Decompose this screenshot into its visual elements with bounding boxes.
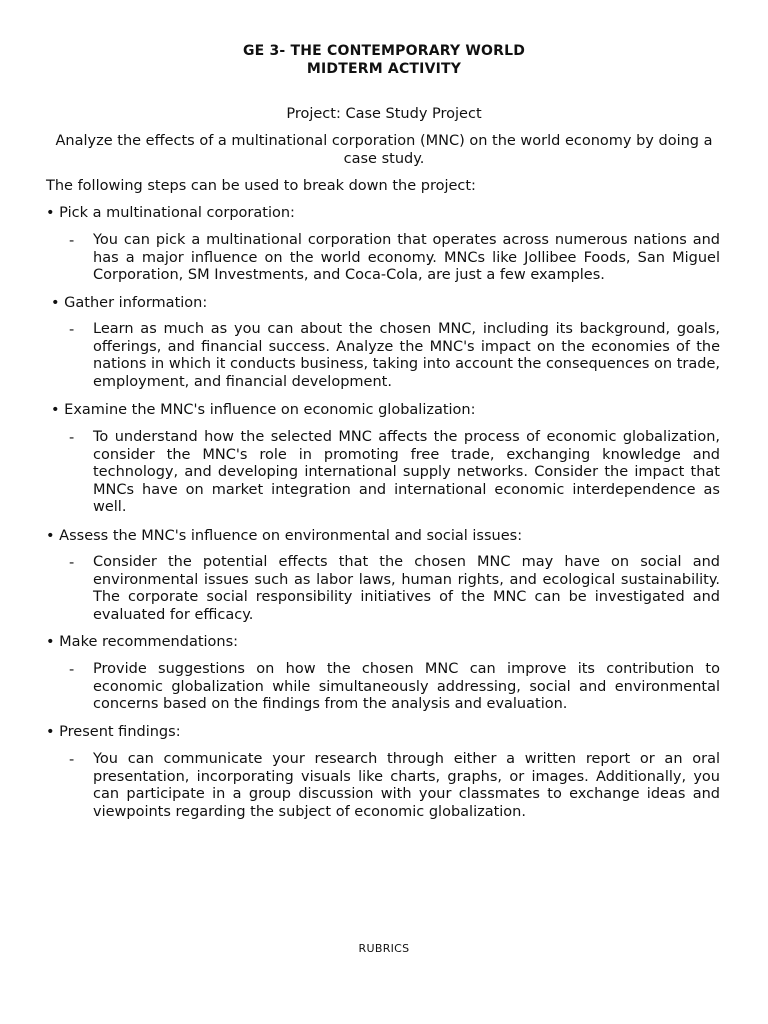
step-heading: Pick a multinational corporation: [59, 205, 295, 221]
document-title-line-1: GE 3- THE CONTEMPORARY WORLD [242, 43, 526, 59]
step-item [46, 527, 522, 545]
step-detail: Learn as much as you can about the chosen MNC, including its background, goals, offerings, and financial success. Analyze the MNC's impact on the economies of the nations in which it conducts business, taking into account the consequences on trade, employment, and financial development. [93, 321, 720, 390]
step-detail: Consider the potential effects that the chosen MNC may have on social and environmental issues such as labor laws, human rights, and ecological sustainability. The corporate social responsibility initiatives of the MNC can be investigated and evaluated for efficacy. [93, 554, 720, 623]
dash-marker: - [69, 322, 75, 338]
step-item [46, 723, 181, 741]
step-item [46, 633, 238, 651]
step-heading: Make recommendations: [59, 634, 239, 650]
bullet-marker: • [46, 205, 55, 221]
intro-paragraph: Analyze the effects of a multinational corporation (MNC) on the world economy by doing a case study. [55, 133, 713, 167]
step-item [51, 401, 476, 419]
bullet-marker: • [51, 402, 60, 418]
step-heading: Examine the MNC's influence on economic globalization: [64, 402, 476, 418]
step-detail: Provide suggestions on how the chosen MNC can improve its contribution to economic globalization while simultaneously addressing, social and environmental concerns based on the findings from the analysis and evaluation. [93, 661, 720, 712]
step-detail: You can pick a multinational corporation that operates across numerous nations and has a major influence on the world economy. MNCs like Jollibee Foods, San Miguel Corporation, SM Investments, and Coca-Cola, are just a few examples. [93, 232, 720, 283]
dash-marker: - [69, 752, 75, 768]
steps-intro: The following steps can be used to break down the project: [46, 178, 476, 194]
step-detail: You can communicate your research through either a written report or an oral presentation, incorporating visuals like charts, graphs, or images. Additionally, you can participate in a group discussion with your classmates to exchange ideas and viewpoints regarding the subject of economic globalization. [93, 751, 720, 820]
bullet-marker: • [51, 295, 60, 311]
dash-marker: - [69, 555, 75, 571]
step-item [51, 294, 207, 312]
step-item [46, 204, 295, 222]
dash-marker: - [69, 662, 75, 678]
footer-rubrics: RUBRICS [358, 942, 410, 955]
dash-marker: - [69, 233, 75, 249]
step-detail: To understand how the selected MNC affects the process of economic globalization, consider the MNC's role in promoting free trade, exchanging knowledge and technology, and developing international supply networks. Consider the impact that MNCs have on market integration and international economic interdependence as well. [93, 429, 720, 515]
step-heading: Gather information: [64, 295, 208, 311]
step-heading: Present findings: [59, 724, 181, 740]
bullet-marker: • [46, 724, 55, 740]
step-heading: Assess the MNC's influence on environmental and social issues: [59, 528, 523, 544]
bullet-marker: • [46, 634, 55, 650]
bullet-marker: • [46, 528, 55, 544]
project-line: Project: Case Study Project [286, 106, 482, 122]
document-title-line-2: MIDTERM ACTIVITY [306, 61, 462, 77]
dash-marker: - [69, 430, 75, 446]
